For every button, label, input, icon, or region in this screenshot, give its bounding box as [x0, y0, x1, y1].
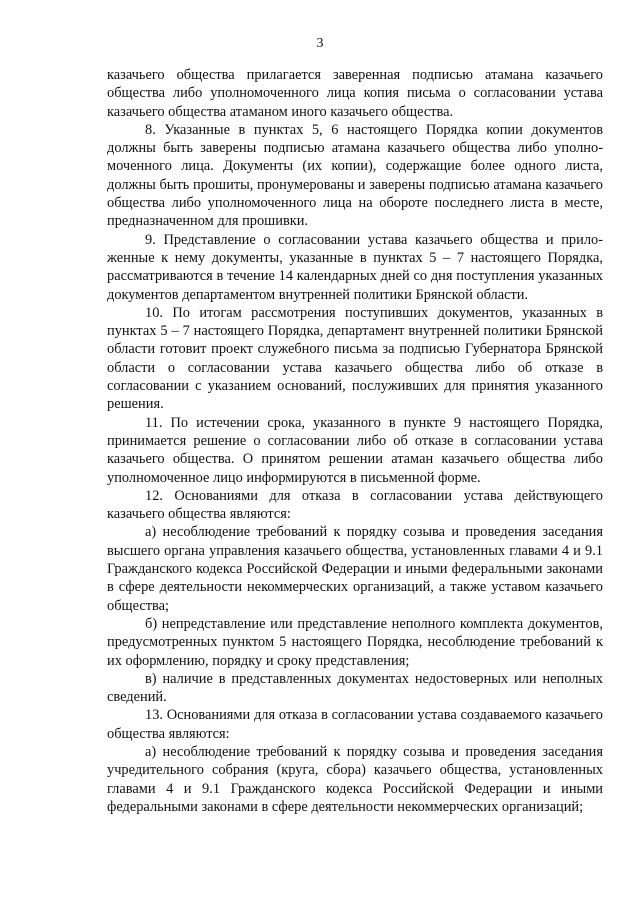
paragraph-item-12-v: в) наличие в представленных документах недостоверных или неполных сведений. — [107, 670, 603, 706]
document-body — [107, 66, 603, 816]
paragraph-item-12-a: а) несоблюдение требований к порядку созыва и проведения заседания высшего органа управления казачьего общества, установленных главами 4 и 9.1 Гражданского кодекса Российской Федерации и иными федеральными законами в сфере деятельности некоммерческих организаций, а также уставом казачьего общества; — [107, 524, 603, 614]
paragraph-item-12: 12. Основаниями для отказа в согласовании устава действующего казачьего общества являются: — [107, 487, 603, 523]
paragraph-continuation: казачьего общества прилагается заверенная подписью атамана казачьего общества либо уполномоченного лица копия письма о согласовании устава казачьего общества атаманом иного казачьего общества. — [107, 67, 603, 120]
paragraph-item-9: 9. Представление о согласовании устава казачьего общества и приложенные к нему документы, указанные в пунктах 5 – 7 настоящего Порядка, рассматриваются в течение 14 календарных дней со дня поступления указанных документов департаментом внутренней политики Брянской области. — [107, 231, 603, 303]
paragraph-item-8: 8. Указанные в пунктах 5, 6 настоящего Порядка копии документов должны быть заверены подписью атамана казачьего общества либо уполномоченного лица. Документы (их копии), содержащие более одного листа, должны быть прошиты, пронумерованы и заверены подписью атамана казачьего общества либо уполномоченного лица на обороте последнего листа в месте, предназначенном для прошивки. — [107, 121, 603, 230]
paragraph-item-13: 13. Основаниями для отказа в согласовании устава создаваемого казачьего общества являются: — [107, 707, 603, 742]
paragraph-item-10: 10. По итогам рассмотрения поступивших документов, указанных в пунктах 5 – 7 настоящего Порядка, департамент внутренней политики Брянской области готовит проект служебного письма за подписью Губернатора Брянской области о согласовании устава казачьего общества либо об отказе в согласовании с указанием оснований, послуживших для принятия указанного решения. — [107, 304, 603, 413]
paragraph-item-12-b: б) непредставление или представление неполного комплекта документов, предусмотренных пунктом 5 настоящего Порядка, несоблюдение требований к их оформлению, порядку и сроку представления; — [107, 615, 603, 669]
paragraph-item-13-a: а) несоблюдение требований к порядку созыва и проведения заседания учредительного собрания (круга, сбора) казачьего общества, установленных главами 4 и 9.1 Гражданского кодекса Российской Федерации и иными федеральными законами в сфере деятельности некоммерческих организаций; — [107, 743, 603, 815]
page-number: 3 — [316, 36, 324, 51]
paragraph-item-11: 11. По истечении срока, указанного в пункте 9 настоящего Порядка, принимается решение о согласовании либо об отказе в согласовании устава казачьего общества. О принятом решении атаман казачьего общества либо уполномоченное лицо информируются в письменной форме. — [107, 414, 603, 486]
